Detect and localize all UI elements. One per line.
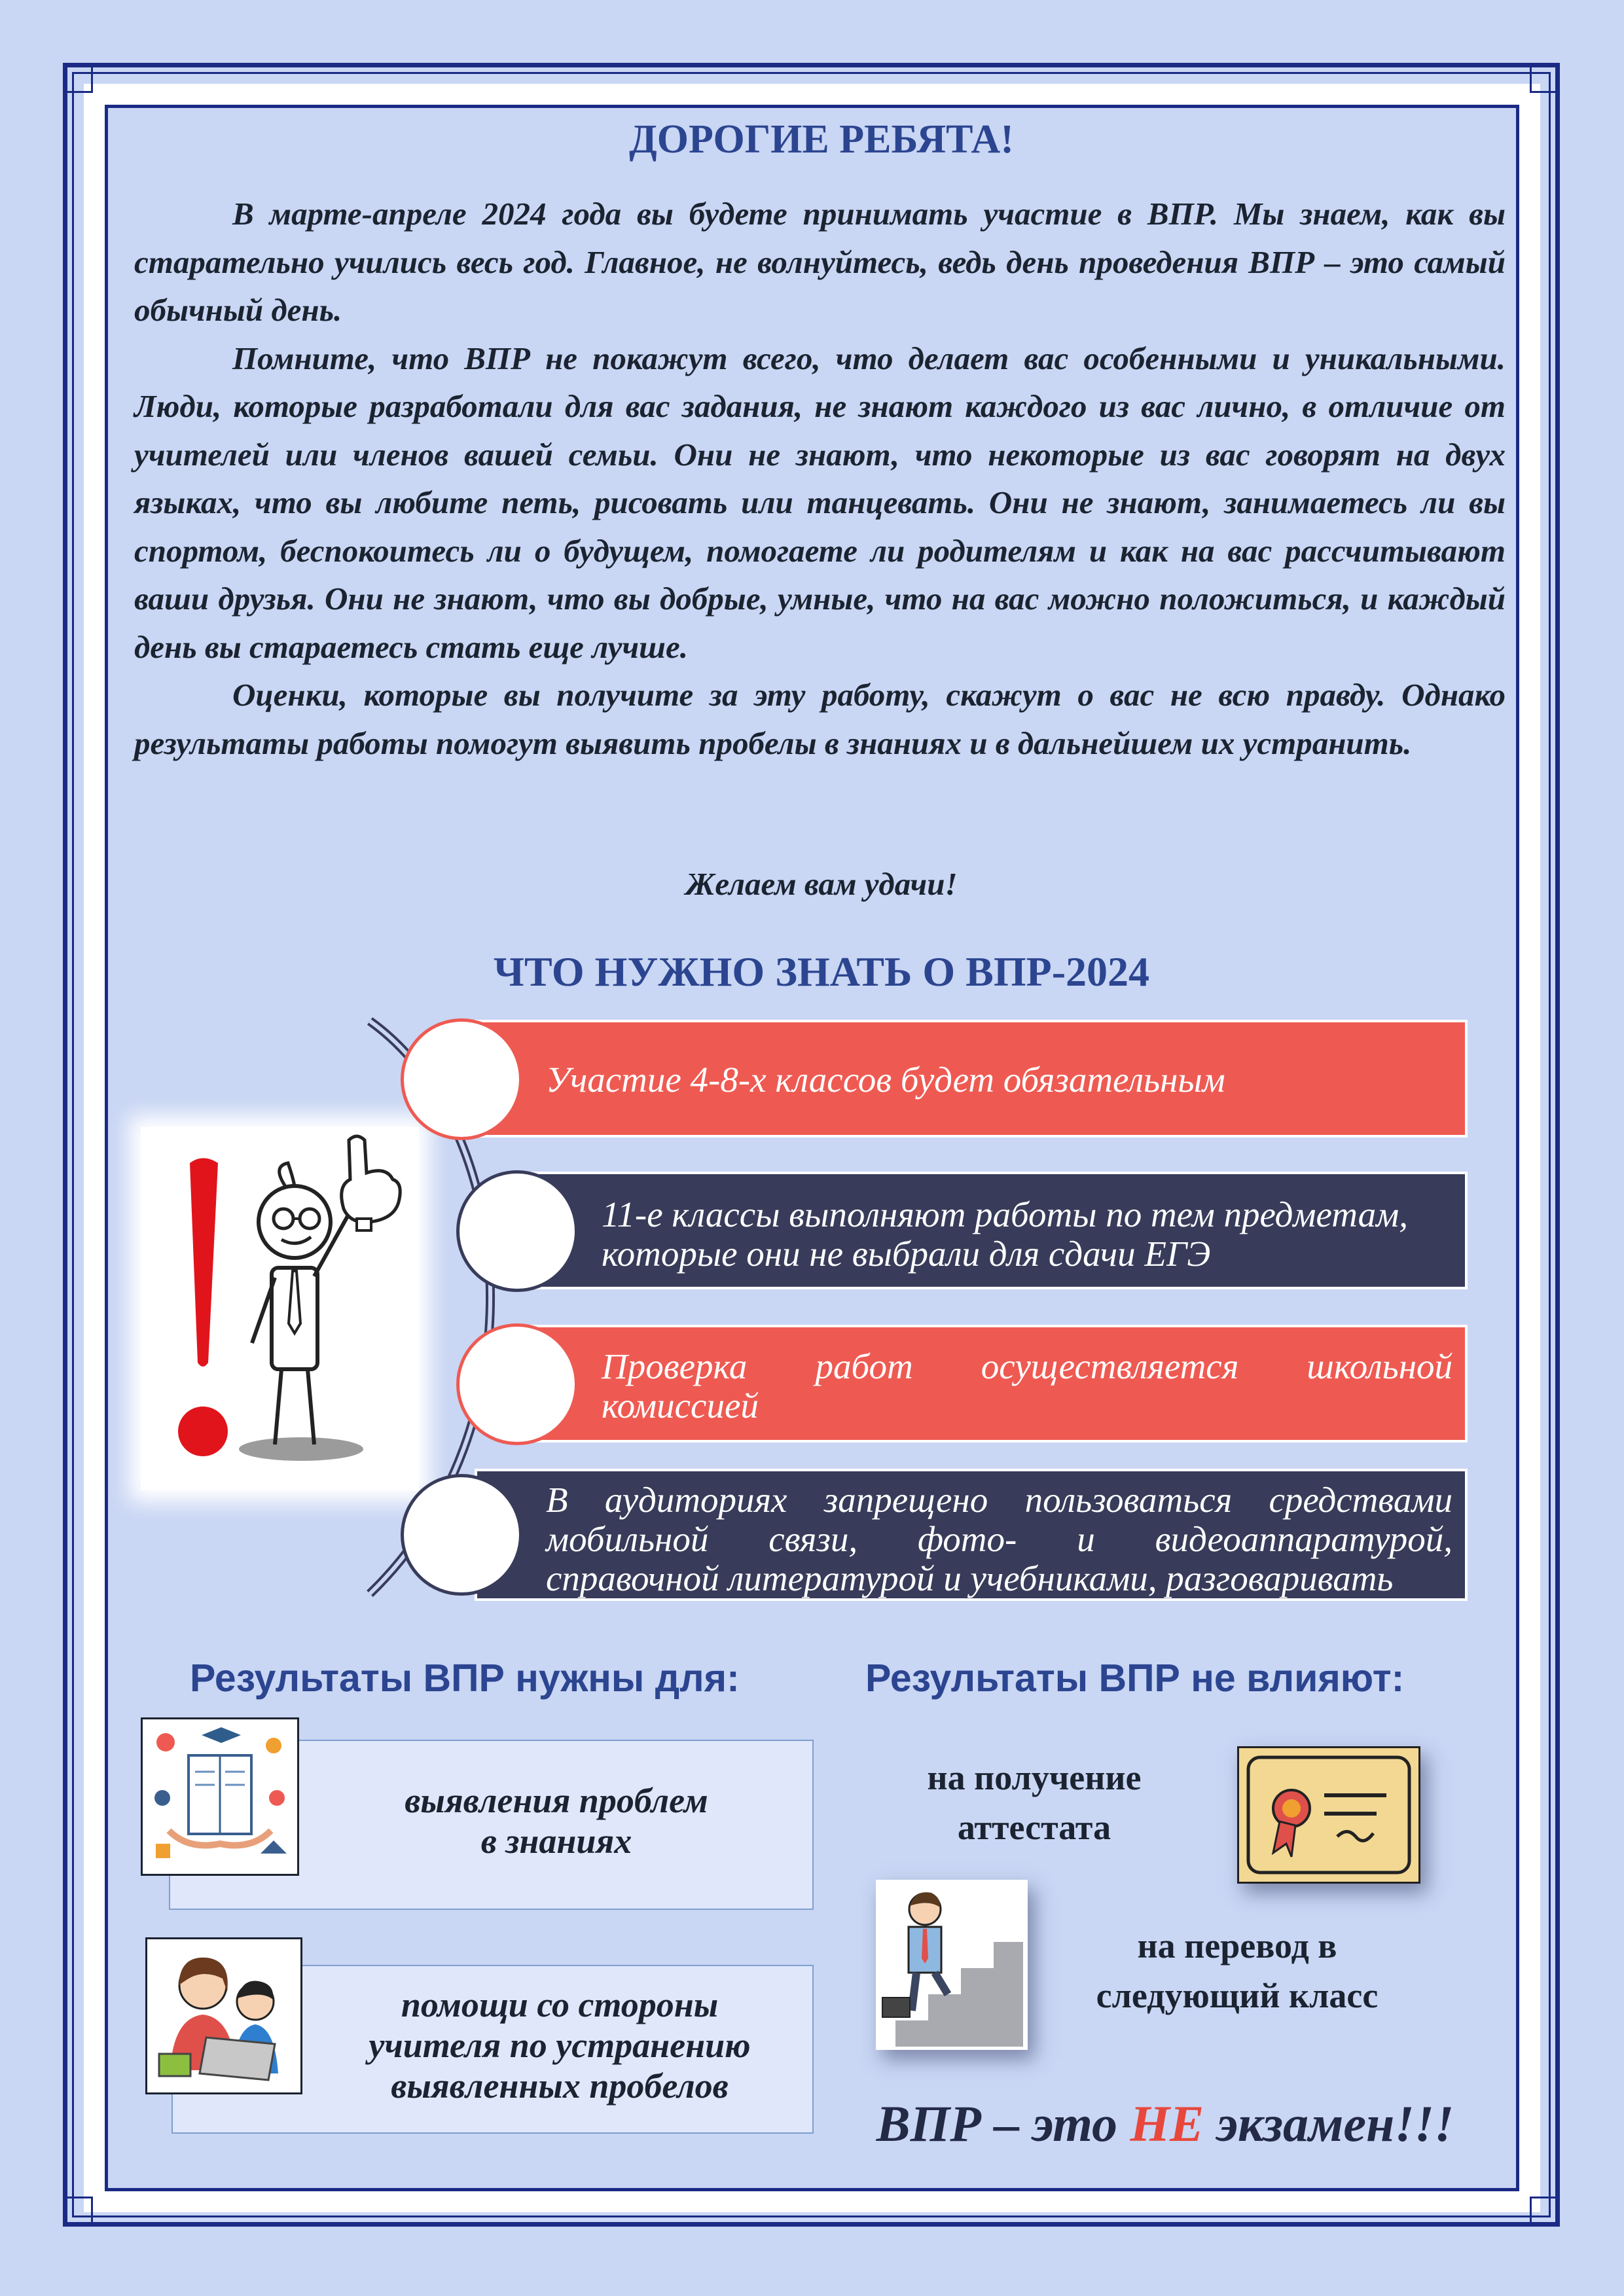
fact-bar-3: [530, 1325, 1468, 1443]
frame-corner: [1530, 2197, 1560, 2227]
fact-text: Участие 4-8-х классов будет обязательным: [546, 1060, 1225, 1100]
paragraph: Оценки, которые вы получите за эту работу, скажут о вас не всю правду. Однако результаты работы помогут выявить пробелы в знаниях и в дальнейшем их устранить.: [134, 677, 1506, 761]
frame-corner: [63, 63, 93, 93]
fact-circle-3: [456, 1323, 578, 1445]
section-title: ЧТО НУЖНО ЗНАТЬ О ВПР-2024: [494, 948, 1149, 995]
slogan-highlight: НЕ: [1130, 2095, 1204, 2152]
stairs-man-icon: [876, 1880, 1028, 2050]
not-affect-text-1: [877, 1753, 1191, 1852]
fact-circle-4: [401, 1474, 522, 1596]
box-line: выявленных пробелов: [391, 2066, 729, 2106]
box-line: помощи со стороны: [401, 1985, 719, 2024]
text-line: на перевод в: [1137, 1926, 1337, 1965]
paragraph: Помните, что ВПР не покажут всего, что делает вас особенными и уникальными. Люди, которые разработали для вас задания, не знают каждого из вас лично, в отличие от учителей или членов вашей семьи. Они не знают, что некоторые из вас говорят на двух языках, что вы любите петь, рисовать или танцевать. Они не знают, занимаетесь ли вы спортом, беспокоитесь ли о будущем, помогаете ли родителям и как на вас рассчитывают ваши друзья. Они не знают, что вы добрые, умные, что на вас можно положиться, и каждый день вы стараетесь стать еще лучше.: [134, 340, 1506, 665]
fact-text: Проверка работ осуществляется школьной: [602, 1346, 1453, 1386]
fact-text: 11-е классы выполняют работы по тем предметам,: [602, 1194, 1408, 1234]
fact-circle-1: [401, 1018, 522, 1140]
wish-text: Желаем вам удачи!: [685, 866, 958, 902]
text-line: на получение: [927, 1758, 1142, 1797]
fact-bar-4: [475, 1469, 1468, 1601]
final-slogan: [844, 2094, 1486, 2153]
fact-text: мобильной связи, фото- и видеоаппаратурой,: [546, 1519, 1453, 1559]
exclamation-man-icon: [141, 1127, 419, 1490]
fact-text: справочной литературой и учебниками, разговаривать: [546, 1558, 1394, 1598]
not-affect-title: Результаты ВПР не влияют:: [865, 1657, 1405, 1700]
study-collage-icon: [141, 1717, 299, 1876]
fact-bar-1: [475, 1020, 1468, 1138]
box-line: учителя по устранению: [369, 2026, 751, 2065]
not-affect-text-2: [1054, 1921, 1420, 2020]
certificate-icon: [1237, 1746, 1420, 1884]
paragraph: В марте-апреле 2024 года вы будете принимать участие в ВПР. Мы знаем, как вы старательно учились весь год. Главное, не волнуйтесь, ведь день проведения ВПР – это самый обычный день.: [134, 196, 1506, 328]
fact-text: комиссией: [602, 1386, 759, 1426]
fact-circle-2: [456, 1170, 578, 1292]
needed-title: Результаты ВПР нужны для:: [190, 1657, 740, 1700]
slogan-part: экзамен!!!: [1204, 2095, 1454, 2152]
fact-bar-2: [530, 1172, 1468, 1289]
box-line: выявления проблем: [405, 1781, 708, 1820]
frame-corner: [1530, 63, 1560, 93]
fact-text: которые они не выбрали для сдачи ЕГЭ: [602, 1234, 1211, 1274]
fact-text: В аудиториях запрещено пользоваться средствами: [546, 1480, 1453, 1520]
box-line: в знаниях: [480, 1821, 632, 1861]
teacher-student-icon: [145, 1937, 302, 2094]
needed-text-2: [327, 1984, 792, 2106]
page-heading: ДОРОГИЕ РЕБЯТА!: [629, 117, 1014, 162]
text-line: аттестата: [957, 1808, 1111, 1847]
intro-text: [134, 190, 1506, 767]
slogan-part: ВПР – это: [876, 2095, 1130, 2152]
frame-corner: [63, 2197, 93, 2227]
text-line: следующий класс: [1096, 1976, 1379, 2015]
needed-text-1: [340, 1780, 772, 1861]
